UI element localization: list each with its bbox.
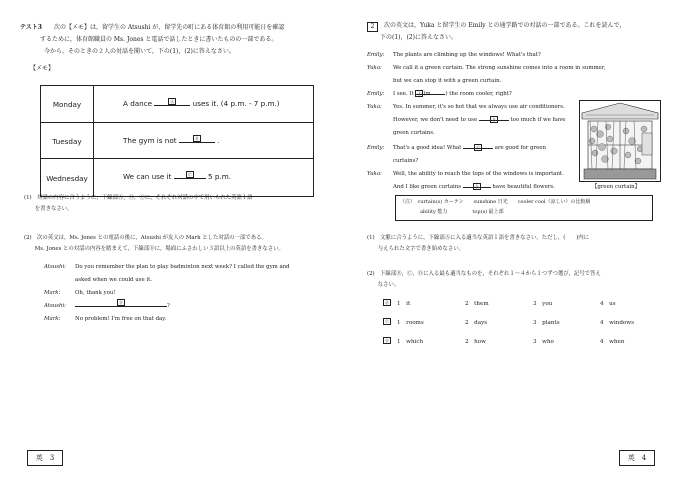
speaker: Mark:	[44, 290, 61, 296]
dialogue-line-with-blank	[393, 181, 555, 193]
speaker: Mark:	[44, 316, 61, 322]
memo-day: Tuesday	[41, 123, 94, 159]
dialogue-text: ?	[167, 303, 170, 309]
answer-blank-c[interactable]	[463, 142, 493, 149]
dialogue-text: That's a good idea! What	[393, 145, 464, 151]
choice-option[interactable]: 1 rooms	[397, 320, 424, 326]
memo-text	[123, 99, 280, 108]
illustration-caption: 【green curtain】	[592, 184, 641, 190]
speaker: Emily:	[367, 145, 385, 151]
speaker: Yuka:	[367, 171, 382, 177]
blank-label: Ⓑ	[194, 136, 199, 141]
dialogue-line: No problem! I'm free on that day.	[75, 316, 167, 322]
dialogue-text: I see. It	[393, 91, 416, 97]
blank-label: Ⓒ	[187, 172, 192, 177]
question-2-line-2: Ms. Jones との対話の内容を踏まえて，下線部Ⓓに，場面にふさわしい３語以上の英語を書きなさい。	[24, 246, 284, 252]
question-1-line-1: (1) 文脈に合うように，下線部Ⓐに入る適当な英語１語を書きなさい。ただし，( )内に	[367, 235, 590, 241]
speaker: Yuka:	[367, 65, 382, 71]
answer-blank-d[interactable]	[75, 300, 167, 307]
intro-line-2: 下の(1)，(2)に答えなさい。	[380, 34, 457, 41]
dialogue-line: Oh, thank you!	[75, 290, 116, 296]
question-2-line-2: なさい。	[367, 282, 400, 288]
choice-option[interactable]: 4 when	[600, 339, 625, 345]
glossary-box	[395, 195, 653, 221]
answer-blank-a[interactable]	[415, 88, 445, 95]
speaker: Atsushi:	[44, 303, 66, 309]
choice-option[interactable]: 2 days	[465, 320, 488, 326]
choice-option[interactable]: 1 which	[397, 339, 424, 345]
speaker: Emily:	[367, 52, 385, 58]
page-number: 英 4	[619, 450, 655, 466]
intro-line-1: 次の英文は，Yuka と留学生の Emily との通学路での対話の一部である。これを読んで，	[384, 22, 626, 29]
answer-blank-d[interactable]	[463, 181, 491, 188]
dialogue-line-with-blank	[393, 114, 565, 126]
answer-blank-a[interactable]	[154, 99, 190, 106]
dialogue-line: asked when we could use it.	[75, 277, 152, 283]
blank-label: Ⓓ	[119, 300, 123, 305]
test-label: テスト3	[20, 24, 42, 31]
question-number: 2	[367, 22, 378, 32]
memo-title: 【メモ】	[30, 65, 55, 72]
choice-option[interactable]: 3 who	[533, 339, 554, 345]
memo-text-before: We can use it	[123, 172, 174, 181]
dialogue-line: Well, the ability to reach the tops of the windows is important.	[393, 171, 564, 177]
memo-day: Wednesday	[41, 159, 94, 197]
green-curtain-illustration	[579, 100, 661, 182]
dialogue-line: We call it a green curtain. The strong sunshine comes into a room in summer,	[393, 65, 606, 71]
blank-label: Ⓐ	[417, 91, 422, 96]
choice-option[interactable]: 3 plants	[533, 320, 560, 326]
question-1-line-1: (1) 対話の内容に合うように，下線部Ⓐ，Ⓑ，Ⓒに，それぞれ対話の中で用いられた英語１語	[24, 195, 253, 201]
speaker: Yuka:	[367, 104, 382, 110]
question-2-line-1: (2) 次の英文は，Ms. Jones との電話の後に，Atsushi が友人の Mark とした対話の一部である。	[24, 235, 267, 241]
choice-option[interactable]: 3 you	[533, 301, 553, 307]
gloss-line-2: ability 能力 top(s) 最上部	[400, 209, 504, 215]
answer-blank-b[interactable]	[179, 136, 215, 143]
blank-label: Ⓐ	[170, 99, 175, 104]
memo-row-monday	[41, 86, 313, 122]
dialogue-line: curtains?	[393, 158, 419, 164]
dialogue-text: have beautiful flowers.	[490, 184, 555, 190]
dialogue-line: Yes. In summer, it's so hot that we always use air conditioners.	[393, 104, 565, 110]
intro-line-3: 今から，そのときの２人の対話を聞いて，下の(1)，(2)に答えなさい。	[44, 48, 235, 55]
dialogue-line: Do you remember the plan to play badminton next week? I called the gym and	[75, 264, 290, 270]
dialogue-line: The plants are climbing up the windows! What's that?	[393, 52, 541, 58]
question-1-line-2: を書きなさい。	[24, 206, 73, 212]
memo-row-tuesday	[41, 122, 313, 159]
dialogue-text: are good for green	[493, 145, 546, 151]
blank-label: Ⓒ	[476, 145, 481, 150]
question-2-line-1: (2) 下線部Ⓑ，Ⓒ，Ⓓに入る最も適当なものを，それぞれ１～４から１つずつ選び，記号で答え	[367, 271, 601, 277]
choice-label: Ⓑ	[385, 300, 389, 305]
dialogue-text: ) the room cooler, right?	[445, 91, 512, 97]
intro-line-1: 次の【メモ】は，留学生の Atsushi が，留学先の町にある体育館の利用可能日を確認	[54, 24, 285, 31]
choice-option[interactable]: 2 them	[465, 301, 489, 307]
memo-text	[123, 136, 219, 145]
speaker: Atsushi:	[44, 264, 66, 270]
dialogue-line: but we can stop it with a green curtain.	[393, 78, 502, 84]
choice-label: Ⓒ	[385, 319, 389, 324]
choice-option[interactable]: 1 it	[397, 301, 411, 307]
choice-option[interactable]: 2 how	[465, 339, 486, 345]
choice-option[interactable]: 4 windows	[600, 320, 634, 326]
memo-text-after: .	[214, 136, 220, 145]
answer-blank-b[interactable]	[479, 114, 509, 121]
gloss-line-1: （注） curtain(s) カーテン sunshine 日光 cooler cool（涼しい）の比較級	[400, 199, 591, 205]
question-1-line-2: 与えられた文字で書き始めなさい。	[367, 246, 465, 252]
green-curtain-drawing	[580, 101, 660, 181]
dialogue-text: However, we don't need to use	[393, 117, 479, 123]
memo-text-before: The gym is not	[123, 136, 179, 145]
blank-label: Ⓑ	[491, 117, 496, 122]
blank-label: Ⓓ	[474, 184, 479, 189]
memo-text-before: A dance	[123, 99, 155, 108]
choice-label: Ⓓ	[385, 338, 389, 343]
intro-line-2: するために，体育館職員の Ms. Jones と電話で話したときに書いたものの一部である。	[40, 36, 278, 43]
dialogue-line: green curtains.	[393, 130, 435, 136]
hint-letter: (m	[423, 91, 431, 97]
dialogue-line-with-blank	[75, 300, 170, 312]
memo-table	[40, 85, 314, 197]
memo-day: Monday	[41, 86, 94, 122]
dialogue-line-with-blank	[393, 142, 546, 154]
dialogue-text: too much if we have	[508, 117, 566, 123]
memo-text	[123, 172, 231, 181]
memo-text-after: 5 p.m.	[205, 172, 231, 181]
choice-option[interactable]: 4 us	[600, 301, 616, 307]
page-number: 英 3	[27, 450, 63, 466]
speaker: Emily:	[367, 91, 385, 97]
dialogue-line-with-blank	[393, 88, 512, 100]
memo-text-after: uses it. (4 p.m. - 7 p.m.)	[190, 99, 280, 108]
dialogue-text: And I like green curtains	[393, 184, 463, 190]
answer-blank-c[interactable]	[174, 172, 206, 179]
